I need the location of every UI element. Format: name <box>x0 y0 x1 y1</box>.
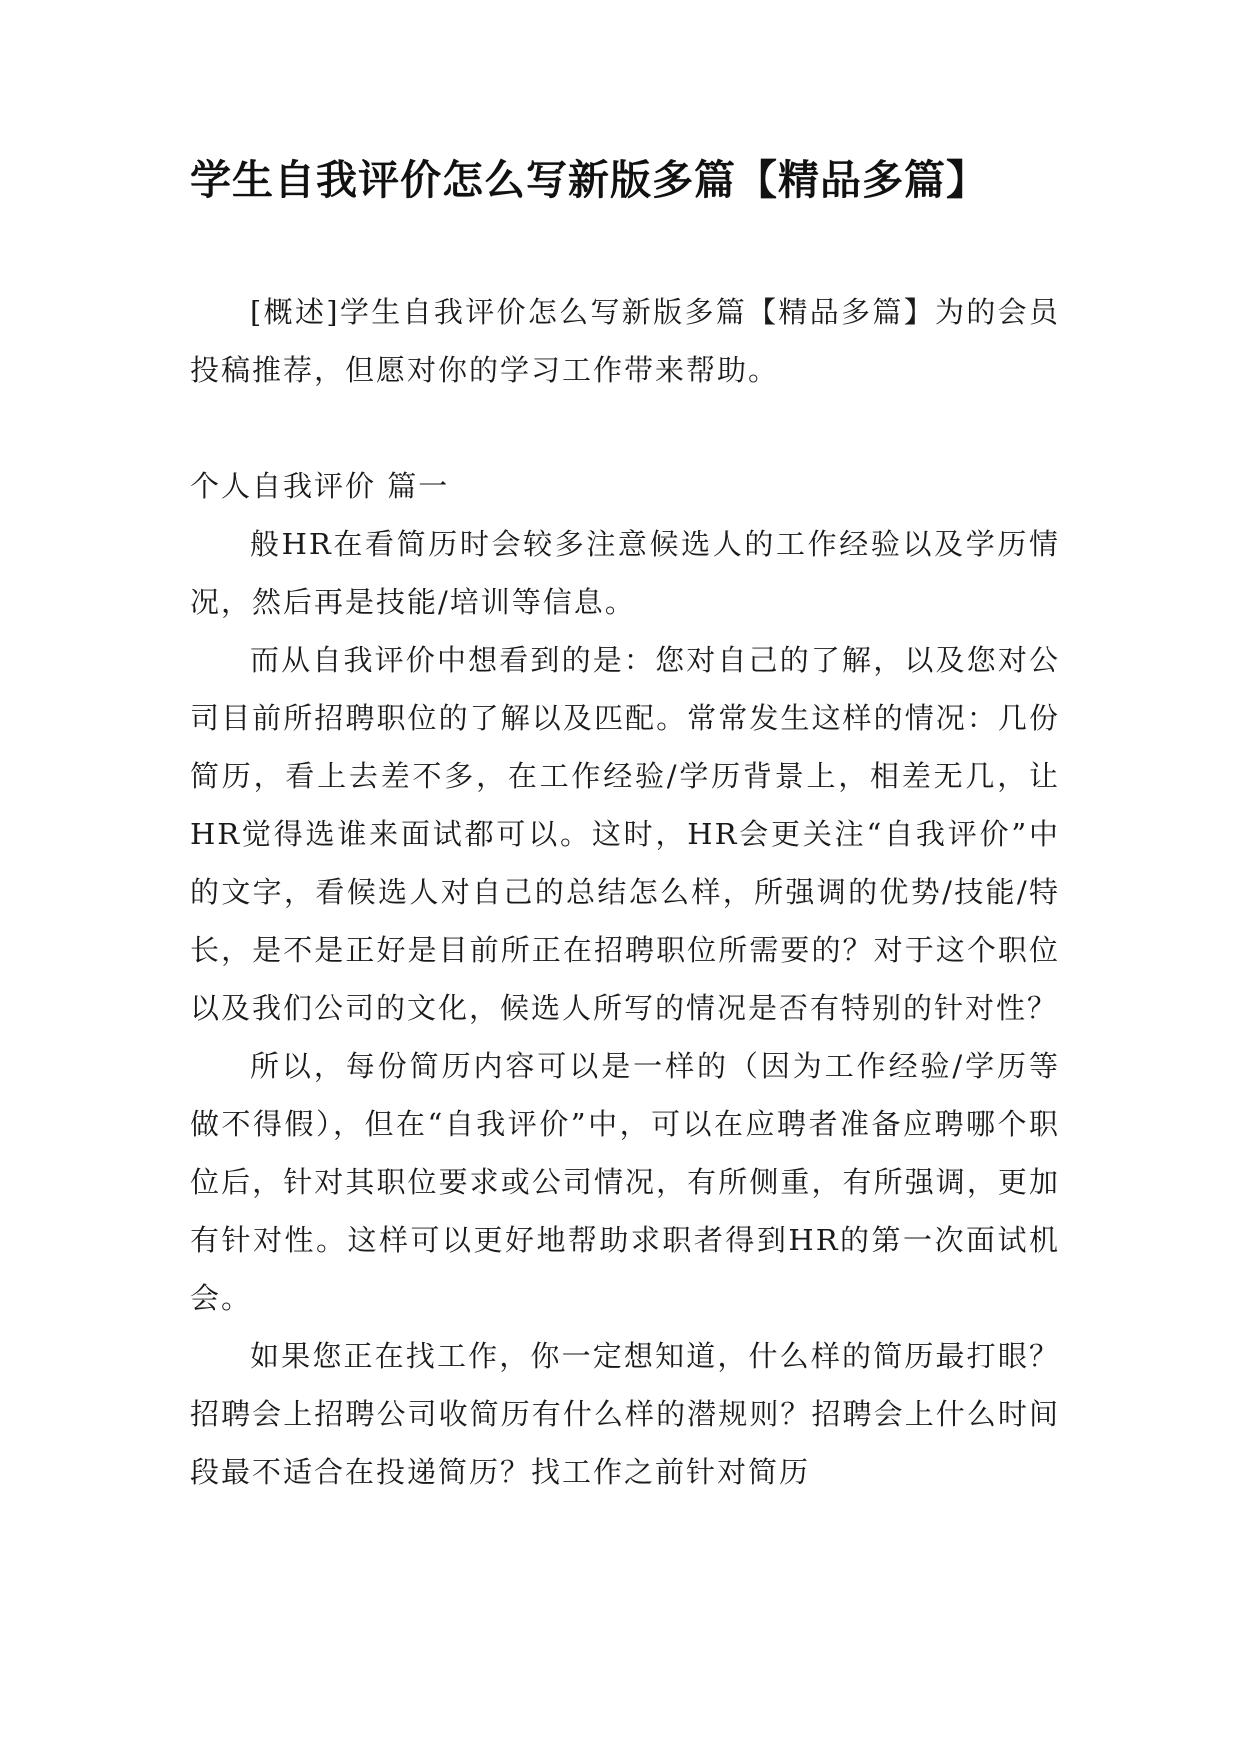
body-paragraph: 而从自我评价中想看到的是：您对自己的了解，以及您对公司目前所招聘职位的了解以及匹配。常常发生这样的情况：几份简历，看上去差不多，在工作经验/学历背景上，相差无几，让HR觉得选谁来面试都可以。这时，HR会更关注“自我评价”中的文字，看候选人对自己的总结怎么样，所强调的优势/技能/特长，是不是正好是目前所正在招聘职位所需要的？对于这个职位以及我们公司的文化，候选人所写的情况是否有特别的针对性？ <box>190 643 1060 1025</box>
section-heading: 个人自我评价 篇一 <box>190 469 450 503</box>
document-title: 学生自我评价怎么写新版多篇【精品多篇】 <box>190 156 988 204</box>
summary-paragraph: [概述]学生自我评价怎么写新版多篇【精品多篇】为的会员投稿推荐，但愿对你的学习工作带来帮助。 <box>190 295 1060 387</box>
body-paragraph: 般HR在看简历时会较多注意候选人的工作经验以及学历情况，然后再是技能/培训等信息。 <box>190 527 1060 619</box>
body-paragraph: 如果您正在找工作，你一定想知道，什么样的简历最打眼？招聘会上招聘公司收简历有什么样的潜规则？招聘会上什么时间段最不适合在投递简历？找工作之前针对简历 <box>190 1339 1060 1489</box>
body-paragraph: 所以，每份简历内容可以是一样的（因为工作经验/学历等做不得假），但在“自我评价”中，可以在应聘者准备应聘哪个职位后，针对其职位要求或公司情况，有所侧重，有所强调，更加有针对性。这样可以更好地帮助求职者得到HR的第一次面试机会。 <box>190 1049 1060 1315</box>
document-body <box>190 283 1060 1501</box>
